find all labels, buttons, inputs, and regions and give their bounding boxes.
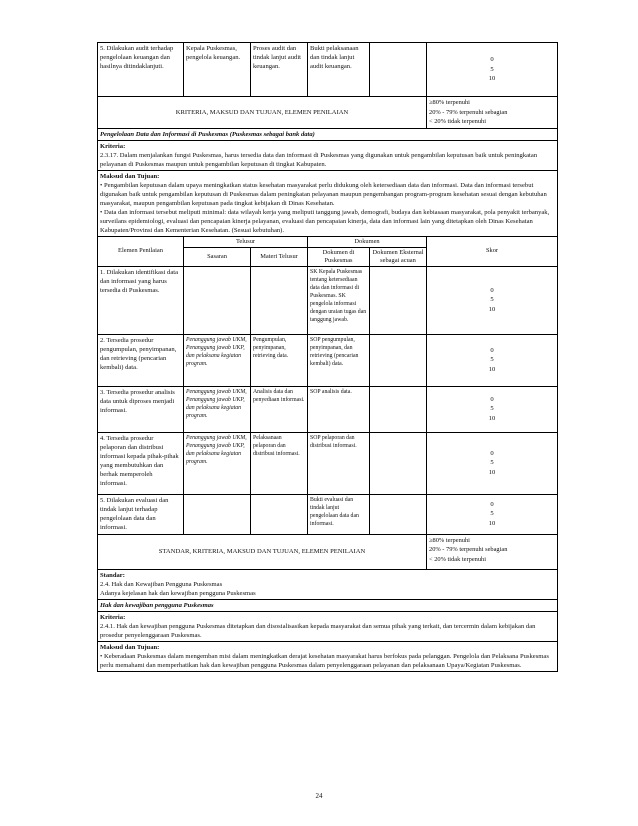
maksud-paragraph: • Keberadaan Puskesmas dalam mengemban misi dalam meningkatkan derajat kesehatan masyarakat harus berfokus pada pelanggan. Pengelola dan Pelaksana Puskesmas perlu memahami dan memperhatikan hak dan kewajiban pengguna Puskesmas dalam penyelenggaraan pelayanan dan pelaksanaan Upaya/Kegiatan Puskesmas.: [100, 652, 549, 669]
maksud-label: Maksud dan Tujuan:: [100, 643, 160, 651]
kriteria-text: 2.3.17. Dalam menjalankan fungsi Puskesmas, harus tersedia data dan informasi di Puskesmas yang digunakan untuk pengambilan keputusan baik untuk peningkatan pelayanan di Puskesmas maupun untuk pengambilan keputusan di tingkat Kabupaten.: [100, 151, 538, 168]
score-cell: 0 5 10: [427, 43, 558, 97]
score-cell: 0 5 10: [427, 432, 558, 494]
column-header-row: [98, 236, 558, 247]
elemen-cell: 2. Tersedia prosedur pengumpulan, penyimpanan, dan retrieving (pencarian kembali) data.: [98, 334, 184, 386]
header-dok-puskesmas: Dokumen di Puskesmas: [308, 247, 370, 266]
kriteria-label: Kriteria:: [100, 142, 126, 150]
header-skor: Skor: [427, 236, 558, 266]
elemen-cell: 5. Dilakukan evaluasi dan tindak lanjut terhadap pengelolaan data dan informasi.: [98, 494, 184, 534]
sasaran-cell: Penanggung jawab UKM, Penanggung jawab UKP, dan pelaksana kegiatan program.: [184, 432, 251, 494]
table-row: [98, 43, 558, 97]
header-dokumen: Dokumen: [308, 236, 427, 247]
table-row: [98, 494, 558, 534]
materi-cell: Pengumpulan, penyimpanan, retrieving data.: [251, 334, 308, 386]
dokumen-cell: SOP pengumpulan, penyimpanan, dan retrieving (pencarian kembali) data.: [308, 334, 370, 386]
section-heading-row: [98, 599, 558, 611]
kriteria-row: [98, 140, 558, 170]
standar-label: Standar:: [100, 571, 125, 579]
header-elemen: Elemen Penilaian: [98, 236, 184, 266]
dokumen-eksternal-cell: [370, 43, 427, 97]
materi-cell: Analisis data dan penyediaan informasi.: [251, 386, 308, 432]
dokumen-cell: Bukti evaluasi dan tindak lanjut pengelolaan data dan informasi.: [308, 494, 370, 534]
elemen-cell: 5. Dilakukan audit terhadap pengelolaan keuangan dan hasilnya ditindaklanjuti.: [98, 43, 184, 97]
accreditation-table: [97, 42, 558, 672]
kriteria-label: Kriteria:: [100, 613, 126, 621]
maksud-row: [98, 641, 558, 671]
score-cell: 0 5 10: [427, 386, 558, 432]
sasaran-cell: [184, 266, 251, 334]
sasaran-cell: Penanggung jawab UKM, Penanggung jawab UKP, dan pelaksana kegiatan program.: [184, 334, 251, 386]
table-row: [98, 386, 558, 432]
dokumen-eksternal-cell: [370, 334, 427, 386]
maksud-paragraph: • Pengambilan keputusan dalam upaya meningkatkan status kesehatan masyarakat perlu didukung oleh ketersediaan data dan informasi. Data dan informasi tersebut digunakan baik untuk pengambilan keputusan di Puskesmas dalam peningkatan pelayanan maupun pengembangan program-program kesehatan sesuai dengan kebutuhan masyarakat, maupun pengambilan keputusan pada tingkat kebijakan di Dinas Kesehatan.: [100, 181, 547, 207]
elemen-cell: 3. Tersedia prosedur analisis data untuk diproses menjadi informasi.: [98, 386, 184, 432]
kriteria-text: 2.4.1. Hak dan kewajiban pengguna Puskesmas ditetapkan dan disosialisasikan kepada masyarakat dan semua pihak yang terkait, dan tercermin dalam kebijakan dan prosedur penyelenggaraan Puskesmas.: [100, 622, 536, 639]
dokumen-cell: SOP analisis data.: [308, 386, 370, 432]
header-materi: Materi Telusur: [251, 247, 308, 266]
dokumen-cell: Bukti pelaksanaan dan tindak lanjut audit keuangan.: [308, 43, 370, 97]
criteria-header-row: [98, 97, 558, 129]
materi-cell: [251, 494, 308, 534]
dokumen-eksternal-cell: [370, 266, 427, 334]
elemen-cell: 4. Tersedia prosedur pelaporan dan distribusi informasi kepada pihak-pihak yang membutuhkan dan berhak memperoleh informasi.: [98, 432, 184, 494]
table-row: [98, 266, 558, 334]
score-legend: ≥80% terpenuhi 20% - 79% terpenuhi sebagian < 20% tidak terpenuhi: [427, 534, 558, 569]
materi-cell: Proses audit dan tindak lanjut audit keuangan.: [251, 43, 308, 97]
standar-line: 2.4. Hak dan Kewajiban Pengguna Puskesmas: [100, 580, 223, 588]
dokumen-eksternal-cell: [370, 432, 427, 494]
score-cell: 0 5 10: [427, 266, 558, 334]
materi-cell: Pelaksanaan pelaporan dan distribusi informasi.: [251, 432, 308, 494]
dokumen-eksternal-cell: [370, 386, 427, 432]
criteria-title: KRITERIA, MAKSUD DAN TUJUAN, ELEMEN PENILAIAN: [98, 97, 427, 129]
header-telusur: Telusur: [184, 236, 308, 247]
maksud-paragraph: • Data dan informasi tersebut meliputi minimal: data wilayah kerja yang meliputi tanggung jawab, demografi, budaya dan kebiasaan masyarakat, pola penyakit terbanyak, surveilans epidemiologi, evaluasi dan pencapaian kinerja pelayanan, evaluasi dan pencapaian kinerja, data dan informasi lain yang ditetapkan oleh Dinas Kesehatan Kabupaten/Provinsi dan Kementerian Kesehatan. (Sesuai kebutuhan).: [100, 208, 550, 234]
section-heading-row: [98, 128, 558, 140]
maksud-label: Maksud dan Tujuan:: [100, 172, 160, 180]
materi-cell: [251, 266, 308, 334]
sasaran-cell: [184, 494, 251, 534]
score-legend: ≥80% terpenuhi 20% - 79% terpenuhi sebagian < 20% tidak terpenuhi: [427, 97, 558, 129]
dokumen-cell: SK Kepala Puskesmas tentang ketersediaan data dan informasi di Puskesmas. SK pengelola informasi dengan uraian tugas dan tanggung jawab.: [308, 266, 370, 334]
table-row: [98, 432, 558, 494]
standar-line: Adanya kejelasan hak dan kewajiban pengguna Puskesmas: [100, 589, 256, 597]
elemen-cell: 1. Dilakukan identifikasi data dan informasi yang harus tersedia di Puskesmas.: [98, 266, 184, 334]
standar-row: [98, 569, 558, 599]
dokumen-cell: SOP pelaporan dan distribusi informasi.: [308, 432, 370, 494]
table-row: [98, 334, 558, 386]
score-cell: 0 5 10: [427, 334, 558, 386]
sasaran-cell: Kepala Puskesmas, pengelola keuangan.: [184, 43, 251, 97]
section-heading: Hak dan kewajiban pengguna Puskesmas: [98, 599, 558, 611]
header-dok-eksternal: Dokumen Eksternal sebagai acuan: [370, 247, 427, 266]
page-number: 24: [315, 792, 323, 800]
section-heading: Pengelolaan Data dan Informasi di Puskesmas (Puskesmas sebagai bank data): [98, 128, 558, 140]
criteria-header-row: [98, 534, 558, 569]
criteria-title: STANDAR, KRITERIA, MAKSUD DAN TUJUAN, ELEMEN PENILAIAN: [98, 534, 427, 569]
score-cell: 0 5 10: [427, 494, 558, 534]
kriteria-row: [98, 611, 558, 641]
header-sasaran: Sasaran: [184, 247, 251, 266]
dokumen-eksternal-cell: [370, 494, 427, 534]
sasaran-cell: Penanggung jawab UKM, Penanggung jawab UKP, dan pelaksana kegiatan program.: [184, 386, 251, 432]
maksud-row: [98, 170, 558, 236]
